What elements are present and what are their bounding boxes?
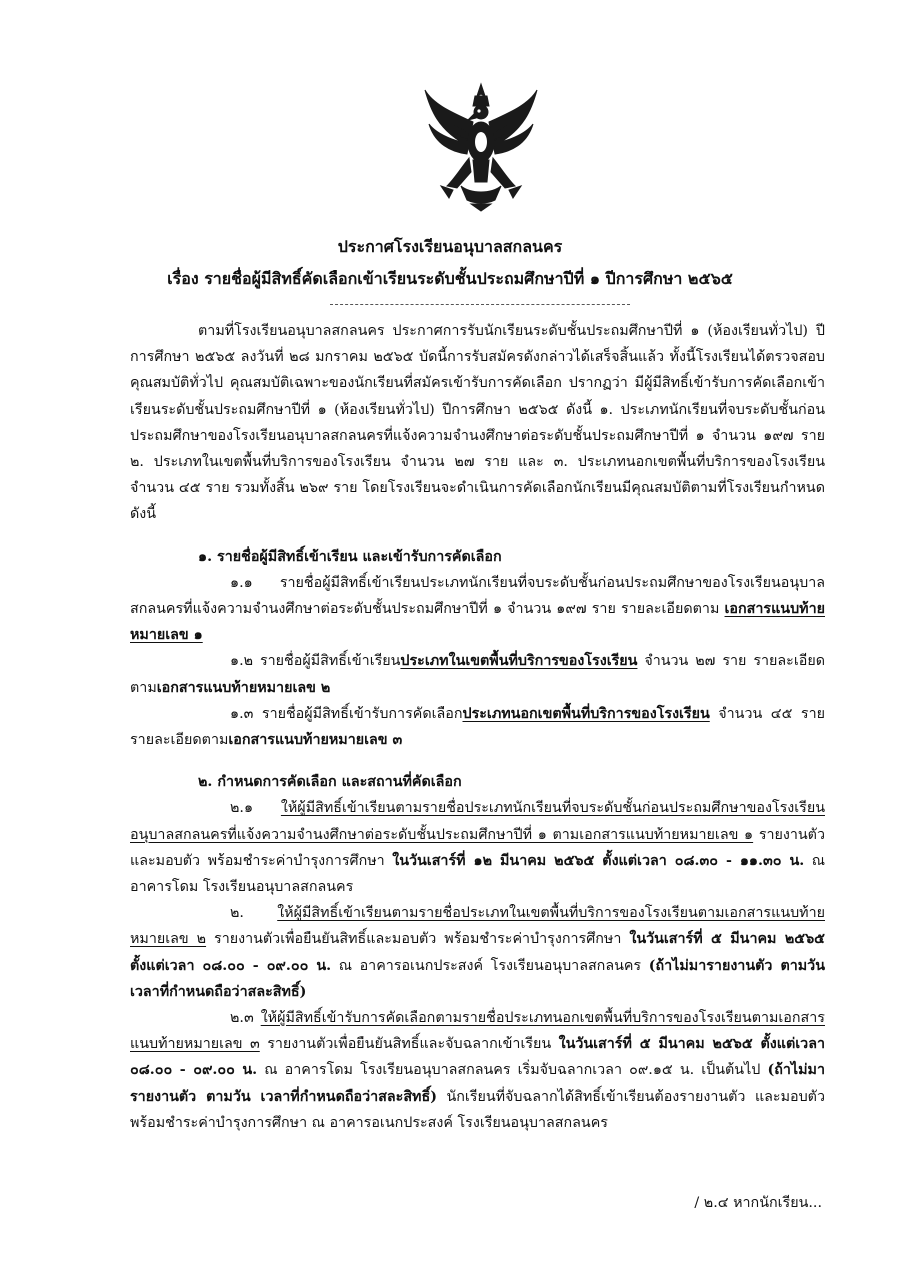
- item-2-3-datetime: ในวันเสาร์ที่ ๕ มีนาคม ๒๕๖๕ ตั้งแต่เวลา ๐๘.๐๐ - ๐๙.๐๐ น.: [130, 1036, 825, 1079]
- announcement-title: ประกาศโรงเรียนอนุบาลสกลนคร: [337, 237, 563, 256]
- item-2-3-mid2: ณ อาคารโดม โรงเรียนอนุบาลสกลนคร เริ่มจับฉลากเวลา ๐๙.๑๕ น. เป็นต้นไป: [257, 1062, 768, 1079]
- item-1-2-post: จำนวน ๒๗ ราย รายละเอียดตาม: [130, 653, 826, 696]
- item-2-3-mid: รายงานตัวเพื่อยืนยันสิทธิ์และจับฉลากเข้าเรียน: [259, 1036, 559, 1053]
- item-1-1-doc-ref: เอกสารแนบท้ายหมายเลข ๑: [130, 601, 825, 644]
- page-continuation: / ๒.๔ หากนักเรียน...: [694, 1195, 822, 1211]
- item-1-3-doc-ref: เอกสารแนบท้ายหมายเลข ๓: [228, 732, 403, 749]
- section-1-item-2: [130, 648, 825, 700]
- item-2-3-note: (ถ้าไม่มารายงานตัว ตามวัน เวลาที่กำหนดถือว่าสละสิทธิ์): [130, 1062, 825, 1105]
- item-2-2-num: ๒.: [230, 905, 278, 922]
- item-2-2-underlined: ให้ผู้มีสิทธิ์เข้าเรียนตามรายชื่อประเภทในเขตพื้นที่บริการของโรงเรียนตามเอกสารแนบท้ายหมายเลข ๒: [130, 905, 825, 948]
- item-2-3-underlined: ให้ผู้มีสิทธิ์เข้ารับการคัดเลือกตามรายชื่อประเภทนอกเขตพื้นที่บริการของโรงเรียนตามเอกสารแนบท้ายหมายเลข ๓: [130, 1010, 825, 1053]
- item-1-1-text: ๑.๑ รายชื่อผู้มีสิทธิ์เข้าเรียนประเภทนักเรียนที่จบระดับชั้นก่อนประถมศึกษาของโรงเรียนอนุบาลสกลนครที่แจ้งความจำนงศึกษาต่อระดับชั้นประถมศึกษาปีที่ ๑ จำนวน ๑๙๗ ราย รายละเอียดตาม: [130, 574, 825, 618]
- item-2-1-num: ๒.๑: [230, 800, 281, 817]
- document-body: [130, 318, 825, 1136]
- item-2-1-mid: รายงานตัวและมอบตัว พร้อมชำระค่าบำรุงการศึกษา: [130, 826, 825, 869]
- section-1-item-1: [130, 570, 825, 649]
- item-2-1-post: ณ อาคารโดม โรงเรียนอนุบาลสกลนคร: [130, 852, 826, 896]
- item-1-2-category: ประเภทในเขตพื้นที่บริการของโรงเรียน: [400, 653, 638, 670]
- item-2-3-post: นักเรียนที่จับฉลากได้สิทธิ์เข้าเรียนต้องรายงานตัว และมอบตัว พร้อมชำระค่าบำรุงการศึกษา ณ อาคารอเนกประสงค์ โรงเรียนอนุบาลสกลนคร: [130, 1088, 825, 1131]
- item-2-1-underlined: ให้ผู้มีสิทธิ์เข้าเรียนตามรายชื่อประเภทนักเรียนที่จบระดับชั้นก่อนประถมศึกษาของโรงเรียนอนุบาลสกลนครที่แจ้งความจำนงศึกษาต่อระดับชั้นประถมศึกษาปีที่ ๑ ตามเอกสารแนบท้ายหมายเลข ๑: [130, 800, 825, 843]
- section-1-item-3: [130, 701, 825, 753]
- section-2-item-1: [130, 795, 825, 900]
- title-separator: [330, 304, 630, 305]
- item-2-3-num: ๒.๓: [230, 1010, 261, 1027]
- item-1-3-post: จำนวน ๔๕ ราย รายละเอียดตาม: [130, 705, 825, 749]
- item-1-2-pre: ๑.๒ รายชื่อผู้มีสิทธิ์เข้าเรียน: [230, 653, 401, 670]
- item-2-2-mid: รายงานตัวเพื่อยืนยันสิทธิ์และมอบตัว พร้อมชำระค่าบำรุงการศึกษา: [206, 931, 630, 948]
- item-2-2-post: ณ อาคารอเนกประสงค์ โรงเรียนอนุบาลสกลนคร: [331, 957, 649, 974]
- item-2-2-note: (ถ้าไม่มารายงานตัว ตามวัน เวลาที่กำหนดถือว่าสละสิทธิ์): [130, 957, 825, 1000]
- item-2-2-datetime: ในวันเสาร์ที่ ๕ มีนาคม ๒๕๖๕ ตั้งแต่เวลา ๐๘.๐๐ - ๐๙.๐๐ น.: [130, 931, 826, 974]
- announcement-subject: เรื่อง รายชื่อผู้มีสิทธิ์คัดเลือกเข้าเรียนระดับชั้นประถมศึกษาปีที่ ๑ ปีการศึกษา ๒๕๖๕: [167, 269, 733, 288]
- item-1-3-pre: ๑.๓ รายชื่อผู้มีสิทธิ์เข้ารับการคัดเลือก: [230, 705, 463, 722]
- garuda-emblem-icon: [420, 82, 542, 212]
- item-1-3-category: ประเภทนอกเขตพื้นที่บริการของโรงเรียน: [462, 705, 710, 722]
- item-1-2-doc-ref: เอกสารแนบท้ายหมายเลข ๒: [156, 679, 331, 696]
- section-2-item-2: [130, 900, 825, 1005]
- item-2-1-datetime: ในวันเสาร์ที่ ๑๒ มีนาคม ๒๕๖๕ ตั้งแต่เวลา ๐๘.๓๐ - ๑๑.๓๐ น.: [392, 852, 805, 869]
- section-2-heading: ๒. กำหนดการคัดเลือก และสถานที่คัดเลือก: [198, 774, 462, 791]
- section-1-heading: ๑. รายชื่อผู้มีสิทธิ์เข้าเรียน และเข้ารับการคัดเลือก: [198, 548, 502, 565]
- intro-paragraph: ตามที่โรงเรียนอนุบาลสกลนคร ประกาศการรับนักเรียนระดับชั้นประถมศึกษาปีที่ ๑ (ห้องเรียนทั่วไป) ปีการศึกษา ๒๕๖๕ ลงวันที่ ๒๘ มกราคม ๒๕๖๕ บัดนี้การรับสมัครดังกล่าวได้เสร็จสิ้นแล้ว ทั้งนี้โรงเรียนได้ตรวจสอบคุณสมบัติทั่วไป คุณสมบัติเฉพาะของนักเรียนที่สมัครเข้ารับการคัดเลือก ปรากฏว่า มีผู้มีสิทธิ์เข้ารับการคัดเลือกเข้าเรียนระดับชั้นประถมศึกษาปีที่ ๑ (ห้องเรียนทั่วไป) ปีการศึกษา ๒๕๖๕ ดังนี้ ๑. ประเภทนักเรียนที่จบระดับชั้นก่อนประถมศึกษาของโรงเรียนอนุบาลสกลนครที่แจ้งความจำนงศึกษาต่อระดับชั้นประถมศึกษาปีที่ ๑ จำนวน ๑๙๗ ราย ๒. ประเภทในเขตพื้นที่บริการของโรงเรียน จำนวน ๒๗ ราย และ ๓. ประเภทนอกเขตพื้นที่บริการของโรงเรียน จำนวน ๔๕ ราย รวมทั้งสิ้น ๒๖๙ ราย โดยโรงเรียนจะดำเนินการคัดเลือกนักเรียนมีคุณสมบัติตามที่โรงเรียนกำหนด ดังนี้: [130, 323, 825, 523]
- section-2-item-3: [130, 1005, 825, 1136]
